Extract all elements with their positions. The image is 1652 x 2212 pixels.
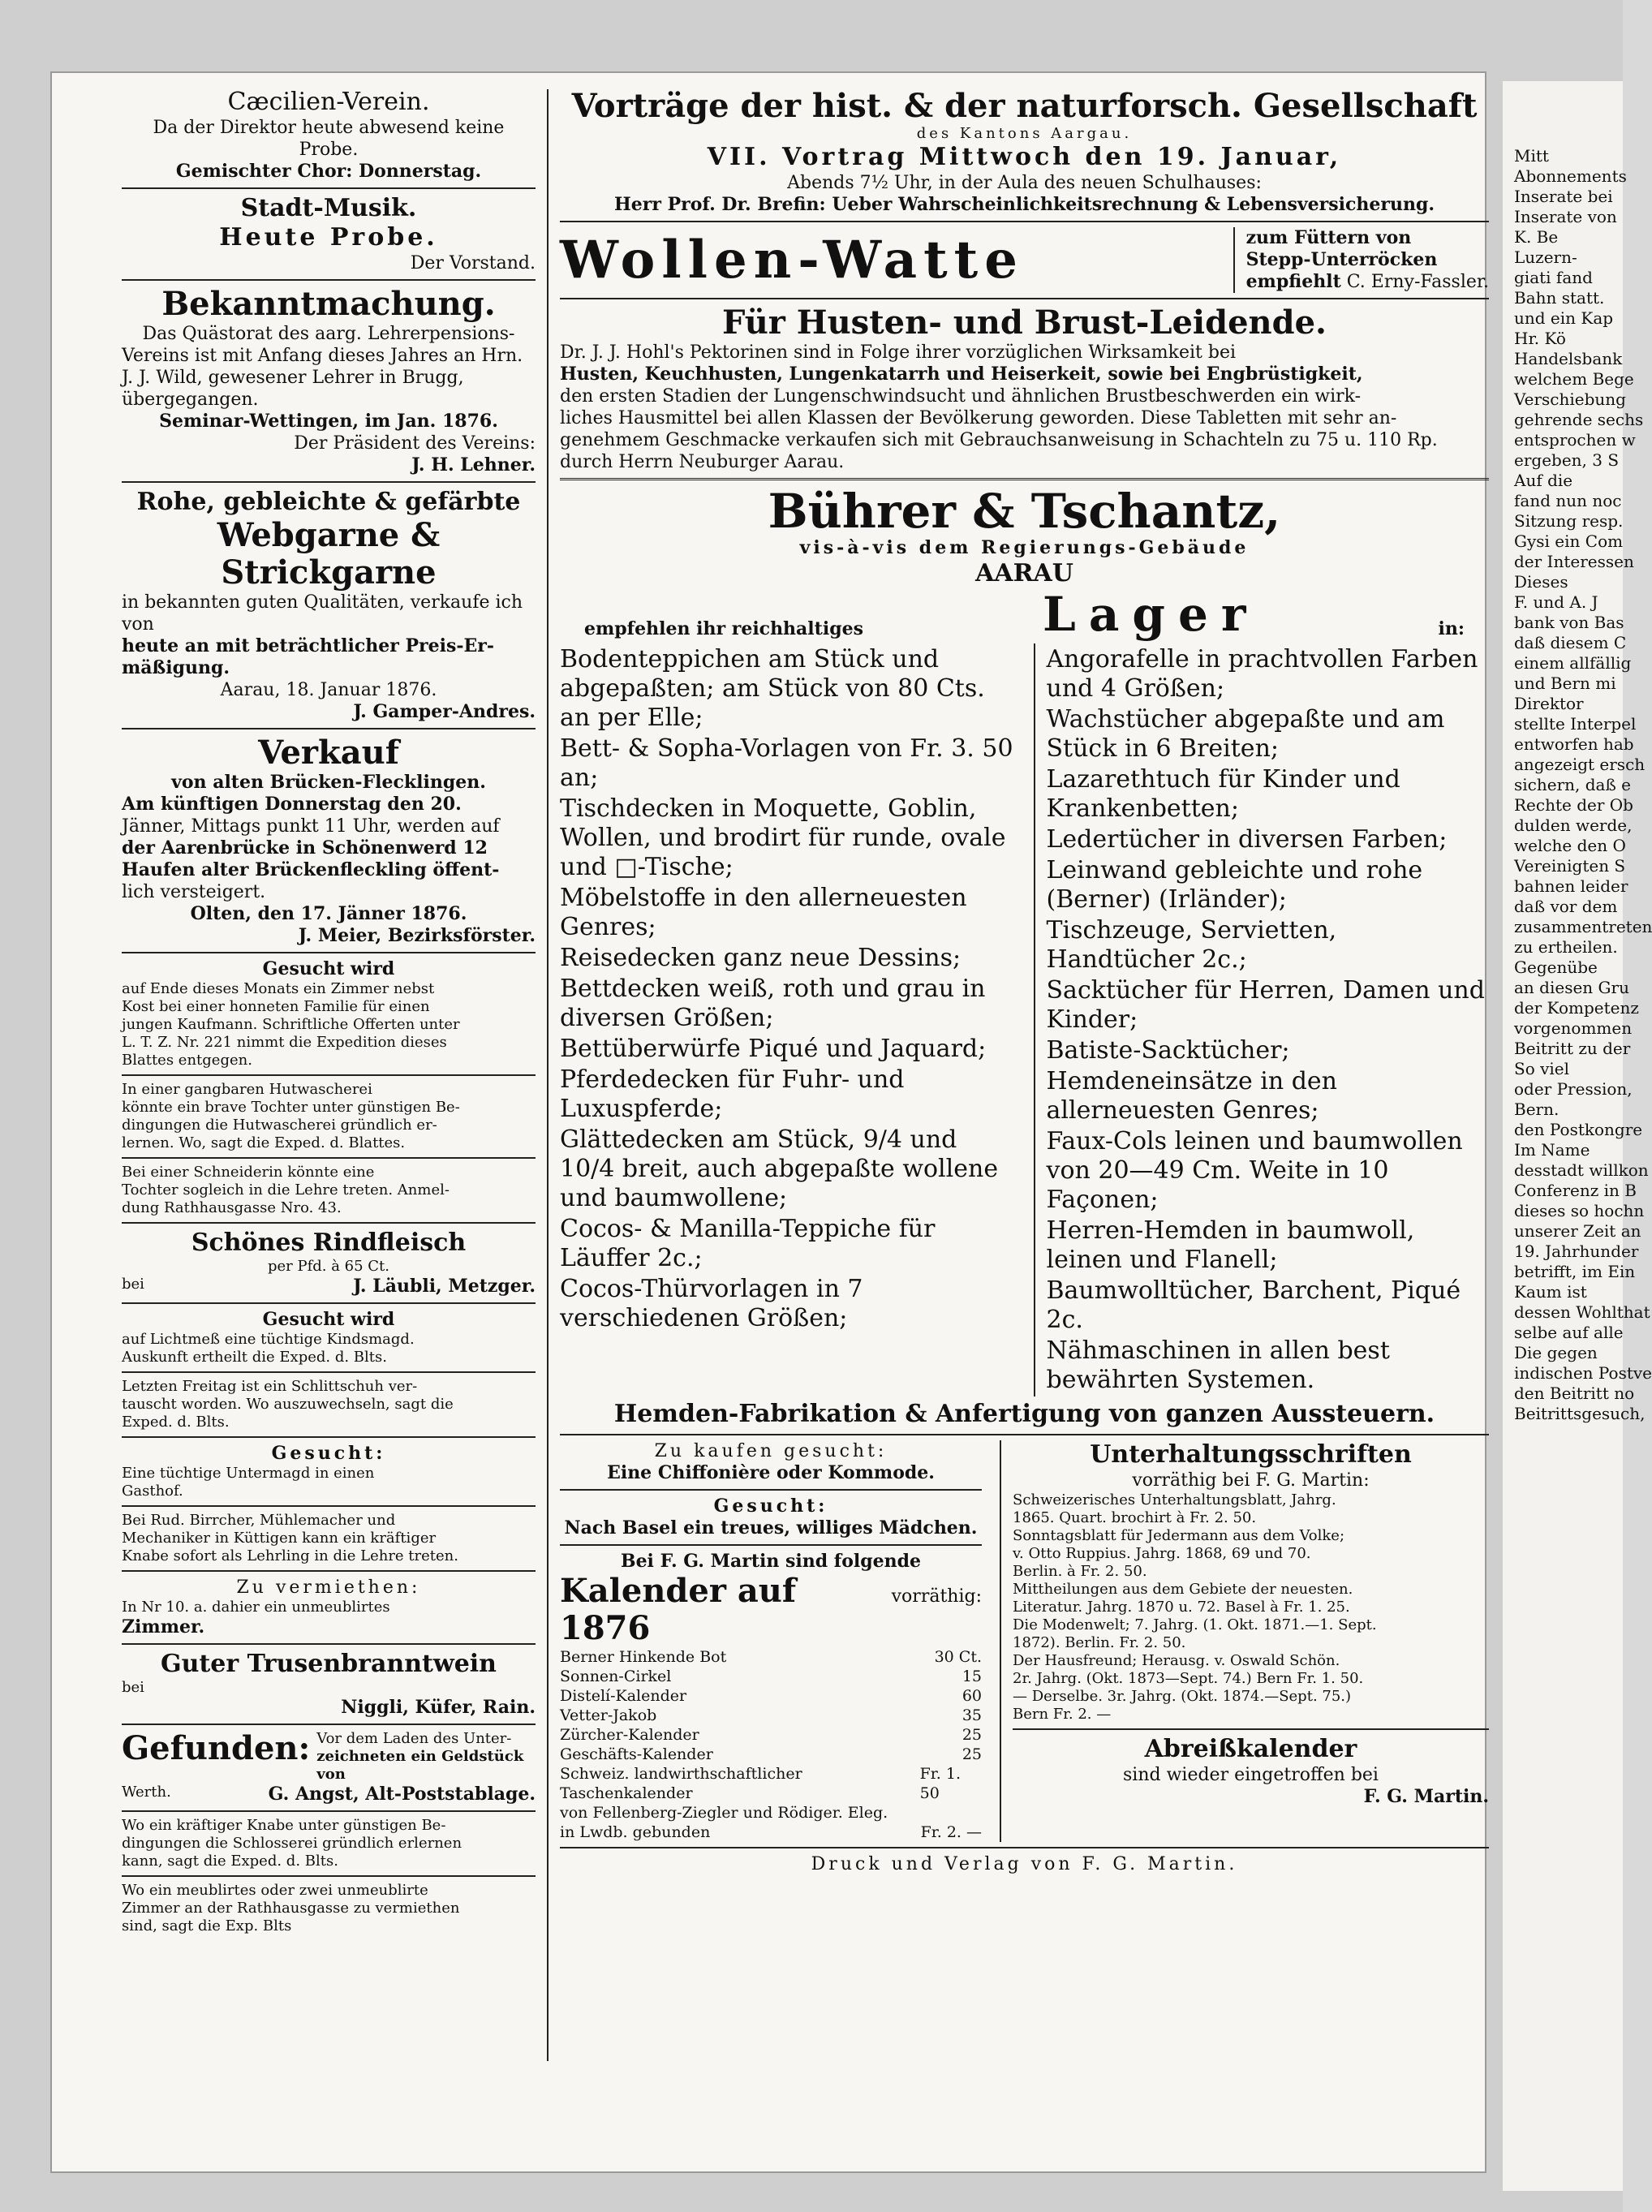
adjacent-page-line: Verschiebung bbox=[1514, 389, 1626, 409]
adjacent-page-line: zu ertheilen. bbox=[1514, 937, 1618, 957]
adjacent-page-line: angezeigt ersch bbox=[1514, 755, 1646, 774]
ad-untermagd: Gesucht: Eine tüchtige Untermagd in einen Gasthof. bbox=[122, 1443, 386, 1500]
ad-stadtmusik: Stadt-Musik. Heute Probe. Der Vorstand. bbox=[219, 194, 536, 273]
kalender-list bbox=[560, 1647, 982, 1842]
divider bbox=[560, 1847, 1489, 1848]
adjacent-page-line: Im Name bbox=[1514, 1140, 1590, 1160]
divider bbox=[122, 481, 536, 483]
kalender-name: von Fellenberg-Ziegler und Rödiger. Eleg. bbox=[560, 1804, 888, 1822]
book-line: 2r. Jahrg. (Okt. 1873—Sept. 74.) Bern Fr. 1. 50. bbox=[1013, 1670, 1364, 1687]
ad-schneiderin: Bei einer Schneiderin könnte eine Tochter sogleich in die Lehre treten. Anmel- dung Rathhausgasse Nro. 43. bbox=[122, 1164, 450, 1216]
divider bbox=[122, 279, 536, 281]
adjacent-page-line: bank von Bas bbox=[1514, 613, 1624, 632]
adjacent-page-line: sichern, daß e bbox=[1514, 775, 1632, 794]
adjacent-page-line: dulden werde, bbox=[1514, 816, 1633, 835]
lager-item: Herren-Hemden in baumwoll, leinen und Flanell; bbox=[1046, 1216, 1415, 1274]
lager-item: Sacktücher für Herren, Damen und Kinder; bbox=[1046, 976, 1485, 1034]
lager-item: Bettüberwürfe Piqué und Jaquard; bbox=[560, 1035, 987, 1063]
adjacent-page-line: gehrende sechs bbox=[1514, 410, 1644, 429]
lager-item: Cocos- & Manilla-Teppiche für Läuffer 2c.; bbox=[560, 1215, 936, 1272]
lager-item: Bodenteppichen am Stück und abgepaßten; am Stück von 80 Cts. an per Elle; bbox=[560, 645, 985, 732]
lager-list-right bbox=[1034, 643, 1490, 1396]
adjacent-page-line: 19. Jahrhunder bbox=[1514, 1242, 1639, 1261]
divider bbox=[560, 478, 1489, 480]
ad-schlosserei: Wo ein kräftiger Knabe unter günstigen Be- dingungen die Schlosserei gründlich erlernen kann, sagt die Exped. d. Blts. bbox=[122, 1817, 462, 1870]
adjacent-page-line: Sitzung resp. bbox=[1514, 511, 1624, 531]
kalender-price: Fr. 2. — bbox=[920, 1823, 982, 1841]
book-line: 1872). Berlin. Fr. 2. 50. bbox=[1013, 1634, 1186, 1651]
book-line: Schweizerisches Unterhaltungsblatt, Jahrg. bbox=[1013, 1491, 1336, 1508]
divider bbox=[122, 1505, 536, 1507]
kalender-item bbox=[560, 1667, 982, 1686]
adjacent-page-line: Gegenübe bbox=[1514, 958, 1598, 977]
left-column: Cæcilien-Verein. Da der Direktor heute abwesend keine Probe. Gemischter Chor: Donnerstag. Stadt-Musik. Heute Probe. Der Vorstand. Bekanntmachung. Das Quästorat des aarg. Lehrerpensions- Vereins ist mit Anfang dieses Jahres an Hrn. J. J. Wild, gewesener Lehrer in Brugg, übergegangen. Seminar-Wettingen, im Jan. 1876. Der Präsident des Vereins: J. H. Lehner. Rohe, gebleichte & gefärbte Webgarne & Strickgarne in bekannten guten Qualitäten, verkaufe ich von heute an mit beträchtlicher Preis-Er- mäßigung. Aarau, 18. Januar 1876. J. Gamper-Andres. Verkauf von alten Brücken-Flecklingen. Am künftigen Donnerstag den 20. Jänner, Mittags punkt 11 Uhr, werden auf der Aarenbrücke in Schönenwerd 12 Haufen alter Brückenfleckling öffent- lich versteigert. Olten, den 17. Jänner 1876. J. Meier, Bezirksförster. Gesucht wird auf Ende dieses Monats ein Zimmer nebst Kost bei einer honneten Familie für einen jungen Kaufmann. Schriftliche Offerten unter L. T. Z. Nr. 221 nimmt die Expedition dieses Blattes entgegen. In einer gangbaren Hutwascherei könnte ein brave Tochter unter günstigen Be- dingungen die Hutwascherei gründlich er- lernen. Wo, sagt die Exped. d. Blattes. Bei einer Schneiderin könnte eine Tochter sogleich in die Lehre treten. Anmel- dung Rathhausgasse Nro. 43. Schönes Rindfleisch per Pfd. à 65 Ct. bei J. Läubli, Metzger. Gesucht wird auf Lichtmeß eine tüchtige Kindsmagd. Auskunft ertheilt die Exped. d. Blts. Letzten Freitag ist ein Schlittschuh ver- tauscht worden. Wo auszuwechseln, sagt die Exped. d. Blts. Gesucht: Eine tüchtige Untermagd in einen Gasthof. Bei Rud. Birrcher, Mühlemacher und Mechaniker in Küttigen kann ein kräftiger Knabe sofort als Lehrling in die Lehre treten. Zu vermiethen: In Nr 10. a. dahier ein unmeublirtes Zimmer. Guter Trusenbranntwein bei Niggli, Küfer, Rain. Gefunden: Vor dem Laden des Unter- zeichneten ein Geldstück von Werth. G. Angst, Alt-Poststablage. Wo ein kräftiger Knabe unter günstigen Be- dingungen die Schlosserei gründlich erlernen kann, sagt die Exped. d. Blts. Wo ein meublirtes oder zwei unmeublirte Zimmer an der Rathhausgasse zu vermiethen sind, sagt die Exp. Blts bbox=[122, 88, 536, 1934]
adjacent-page-line: K. Be bbox=[1514, 227, 1559, 247]
adjacent-page-line: Luzern- bbox=[1514, 247, 1577, 267]
ad-gefunden: Gefunden: Vor dem Laden des Unter- zeichneten ein Geldstück von bbox=[122, 1729, 524, 1783]
ad-title: Cæcilien-Verein. bbox=[227, 88, 430, 116]
divider bbox=[122, 1724, 536, 1725]
ad-bekanntmachung: Bekanntmachung. Das Quästorat des aarg. Lehrerpensions- Vereins ist mit Anfang dieses Jahres an Hrn. J. J. Wild, gewesener Lehrer in Brugg, übergegangen. Seminar-Wettingen, im Jan. 1876. Der Präsident des Vereins: J. H. Lehner. bbox=[122, 285, 536, 476]
kalender-item bbox=[560, 1647, 982, 1667]
kalender-price: 60 bbox=[962, 1687, 982, 1705]
adjacent-page-line: fand nun noc bbox=[1514, 491, 1622, 510]
book-line: Berlin. à Fr. 2. 50. bbox=[1013, 1563, 1147, 1580]
lager-list-left bbox=[560, 643, 1016, 1396]
divider bbox=[1013, 1728, 1489, 1730]
kalender-price: Fr. 1. 50 bbox=[919, 1765, 962, 1802]
lager-item: Ledertücher in diversen Farben; bbox=[1046, 825, 1448, 854]
adjacent-page-line: der Kompetenz bbox=[1514, 998, 1639, 1018]
kalender-price: 30 Ct. bbox=[934, 1648, 982, 1666]
kalender-item bbox=[560, 1764, 982, 1803]
ad-gesucht-zimmer: Gesucht wird auf Ende dieses Monats ein Zimmer nebst Kost bei einer honneten Familie für einen jungen Kaufmann. Schriftliche Offerten unter L. T. Z. Nr. 221 nimmt die Expedition dieses Blattes entgegen. bbox=[122, 958, 460, 1069]
adjacent-page-line: den Beitritt no bbox=[1514, 1384, 1635, 1403]
ad-caecilien: Cæcilien-Verein. Da der Direktor heute abwesend keine Probe. Gemischter Chor: Donnerstag. bbox=[122, 88, 536, 183]
ad-hutwascherei: In einer gangbaren Hutwascherei könnte ein brave Tochter unter günstigen Be- dingungen die Hutwascherei gründlich er- lernen. Wo, sagt die Exped. d. Blattes. bbox=[122, 1081, 460, 1151]
adjacent-page-line: So viel bbox=[1514, 1059, 1570, 1078]
adjacent-page bbox=[1503, 81, 1652, 2191]
adjacent-page-line: Dieses bbox=[1514, 572, 1568, 592]
adjacent-page-line: Inserate von bbox=[1514, 207, 1617, 226]
adjacent-page-line: Beitritt zu der bbox=[1514, 1039, 1631, 1058]
adjacent-page-line: Kaum ist bbox=[1514, 1282, 1587, 1302]
adjacent-page-line: bahnen leider bbox=[1514, 876, 1628, 896]
lager-item: Glättedecken am Stück, 9/4 und 10/4 breit, auch abgepaßte wollene und baumwollene; bbox=[560, 1125, 999, 1212]
lager-item: Leinwand gebleichte und rohe (Berner) (Irländer); bbox=[1046, 856, 1423, 914]
adjacent-page-line: Beitrittsgesuch, bbox=[1514, 1404, 1646, 1423]
adjacent-page-line: zusammentreten bbox=[1514, 917, 1652, 936]
ad-rindfleisch: Schönes Rindfleisch per Pfd. à 65 Ct. bei J. Läubli, Metzger. bbox=[122, 1229, 536, 1297]
adjacent-page-line: und ein Kap bbox=[1514, 308, 1614, 328]
book-line: v. Otto Ruppius. Jahrg. 1868, 69 und 70. bbox=[1013, 1545, 1311, 1562]
divider bbox=[560, 221, 1489, 222]
book-line: Literatur. Jahrg. 1870 u. 72. Basel à Fr. 1. 25. bbox=[1013, 1599, 1350, 1616]
adjacent-page-line: Direktor bbox=[1514, 694, 1584, 713]
divider bbox=[122, 728, 536, 729]
kalender-item bbox=[560, 1823, 982, 1842]
adjacent-page-line: entworfen hab bbox=[1514, 734, 1634, 754]
book-line: Sonntagsblatt für Jedermann aus dem Volke; bbox=[1013, 1527, 1345, 1544]
kalender-name: Distelí-Kalender bbox=[560, 1687, 687, 1705]
divider bbox=[122, 1371, 536, 1373]
divider bbox=[122, 1302, 536, 1304]
adjacent-page-line: dessen Wohlthat bbox=[1514, 1302, 1650, 1322]
lager-item: Batiste-Sacktücher; bbox=[1046, 1036, 1290, 1065]
middle-column bbox=[560, 88, 1489, 1875]
book-line: Mittheilungen aus dem Gebiete der neuesten. bbox=[1013, 1581, 1353, 1598]
lager-item: Bett- & Sopha-Vorlagen von Fr. 3. 50 an; bbox=[560, 734, 1013, 792]
imprint: Druck und Verlag von F. G. Martin. bbox=[811, 1854, 1238, 1874]
lager-item: Lazarethtuch für Kinder und Krankenbetten; bbox=[1046, 765, 1400, 823]
divider bbox=[560, 1489, 982, 1491]
ad-vortraege: Vorträge der hist. & der naturforsch. Gesellschaft des Kantons Aargau. VII. Vortrag Mittwoch den 19. Januar, Abends 7½ Uhr, in der Aula des neuen Schulhauses: Herr Prof. Dr. Brefin: Ueber Wahrscheinlichkeitsrechnung & Lebensversicherung. bbox=[571, 87, 1478, 215]
adjacent-page-line: Bahn statt. bbox=[1514, 288, 1605, 308]
ad-vermiethen: Zu vermiethen: In Nr 10. a. dahier ein unmeublirtes Zimmer. bbox=[122, 1577, 421, 1637]
kalender-price: 35 bbox=[962, 1706, 982, 1724]
kalender-price: 25 bbox=[962, 1745, 982, 1763]
column-rule bbox=[547, 89, 549, 2061]
adjacent-page-line: Mitt bbox=[1514, 146, 1549, 166]
divider bbox=[122, 1643, 536, 1645]
adjacent-page-line: betrifft, im Ein bbox=[1514, 1262, 1636, 1281]
lager-item: Pferdedecken für Fuhr- und Luxuspferde; bbox=[560, 1065, 905, 1123]
adjacent-page-line: Die gegen bbox=[1514, 1343, 1598, 1362]
divider bbox=[122, 1875, 536, 1877]
adjacent-page-line: welchem Bege bbox=[1514, 369, 1634, 389]
lager-item: Möbelstoffe in den allerneuesten Genres; bbox=[560, 884, 967, 941]
kalender-item bbox=[560, 1745, 982, 1764]
lager-item: Cocos-Thürvorlagen in 7 verschiedenen Größen; bbox=[560, 1275, 863, 1332]
adjacent-page-line: daß vor dem bbox=[1514, 897, 1618, 916]
adjacent-page-line: daß diesem C bbox=[1514, 633, 1627, 652]
adjacent-page-line: den Postkongre bbox=[1514, 1120, 1643, 1139]
adjacent-page-line: Vereinigten S bbox=[1514, 856, 1626, 876]
ad-kindsmagd: Gesucht wird auf Lichtmeß eine tüchtige Kindsmagd. Auskunft ertheilt die Exped. d. Blts. bbox=[122, 1309, 415, 1366]
divider bbox=[560, 1434, 1489, 1435]
ad-wollen-watte: Wollen-Watte zum Füttern von Stepp-Unterröcken empfiehlt C. Erny-Fassler. bbox=[560, 227, 1489, 292]
adjacent-page-line: ergeben, 3 S bbox=[1514, 450, 1620, 470]
adjacent-page-line: desstadt willkon bbox=[1514, 1160, 1649, 1180]
adjacent-page-line: an diesen Gru bbox=[1514, 978, 1629, 997]
adjacent-page-line: F. und A. J bbox=[1514, 592, 1598, 612]
unterhaltung-list bbox=[1013, 1491, 1489, 1724]
adjacent-page-line: oder Pression, bbox=[1514, 1079, 1633, 1099]
ad-webgarne: Rohe, gebleichte & gefärbte Webgarne & Strickgarne in bekannten guten Qualitäten, verkaufe ich von heute an mit beträchtlicher Preis-Er- mäßigung. Aarau, 18. Januar 1876. J. Gamper-Andres. bbox=[122, 488, 536, 722]
adjacent-page-line: Auf die bbox=[1514, 471, 1573, 490]
kalender-item bbox=[560, 1803, 982, 1823]
adjacent-page-line: vorgenommen bbox=[1514, 1018, 1633, 1038]
divider bbox=[560, 298, 1489, 299]
adjacent-page-line: Handelsbank bbox=[1514, 349, 1623, 368]
divider bbox=[122, 1157, 536, 1159]
adjacent-page-line: Gysi ein Com bbox=[1514, 531, 1624, 551]
ad-husten: Für Husten- und Brust-Leidende. Dr. J. J. Hohl's Pektorinen sind in Folge ihrer vorzüglichen Wirksamkeit bei Husten, Keuchhusten, Lungenkatarrh und Heiserkeit, sowie bei Engbrüstigkeit, den ersten Stadien der Lungenschwindsucht und ähnlichen Brustbeschwerden ein wirk- liches Hausmittel bei allen Klassen der Bevölkerung geworden. Diese Tabletten mit sehr an- genehmem Geschmacke verkaufen sich mit Gebrauchsanweisung in Schachteln zu 75 u. 110 Rp. durch Herrn Neuburger Aarau. bbox=[560, 303, 1438, 472]
lager-item: Reisedecken ganz neue Dessins; bbox=[560, 944, 962, 972]
ad-verkauf: Verkauf von alten Brücken-Flecklingen. Am künftigen Donnerstag den 20. Jänner, Mittags punkt 11 Uhr, werden auf der Aarenbrücke in Schönenwerd 12 Haufen alter Brückenfleckling öffent- lich versteigert. Olten, den 17. Jänner 1876. J. Meier, Bezirksförster. bbox=[122, 734, 536, 946]
divider bbox=[560, 1544, 982, 1546]
ads-bottom-left: Zu kaufen gesucht: Eine Chiffonière oder Kommode. Gesucht: Nach Basel ein treues, williges Mädchen. Bei F. G. Martin sind folgende Kalender auf 1876 vorräthig: Berner Hinkende Bot 30 Ct. Sonnen-Cirkel 15 Distelí-Kalender 60 Vetter-Jakob 35 Zürcher-Kalender 25 Geschäfts-Kalender 25 Schweiz. landwirthschaftlicher Taschenkalender Fr. 1. 50 von Fellenberg-Ziegler und Rödiger. Eleg. in Lwdb. gebunden Fr. 2. — bbox=[560, 1441, 982, 1841]
book-line: Der Hausfreund; Herausg. v. Oswald Schön. bbox=[1013, 1652, 1340, 1669]
adjacent-page-line: Abonnements bbox=[1514, 166, 1627, 186]
adjacent-page-line: Hr. Kö bbox=[1514, 329, 1566, 348]
adjacent-page-line: stellte Interpel bbox=[1514, 714, 1637, 734]
ad-zimmer: Wo ein meublirtes oder zwei unmeublirte Zimmer an der Rathhausgasse zu vermiethen sind, sagt die Exp. Blts bbox=[122, 1882, 460, 1934]
lager-item: Bettdecken weiß, roth und grau in diversen Größen; bbox=[560, 975, 986, 1032]
ads-bottom-right: Unterhaltungsschriften vorräthig bei F. G. Martin: Schweizerisches Unterhaltungsblatt, Jahrg. 1865. Quart. brochirt à Fr. 2. 50. Sonntagsblatt für Jedermann aus dem Volke; v. Otto Ruppius. Jahrg. 1868, 69 und 70. Berlin. à Fr. 2. 50. Mittheilungen aus dem Gebiete der neuesten. Literatur. Jahrg. 1870 u. 72. Basel à Fr. 1. 25. Die Modenwelt; 7. Jahrg. (1. Okt. 1871.—1. Sept. 1872). Berlin. Fr. 2. 50. Der Hausfreund; Herausg. v. Oswald Schön. 2r. Jahrg. (Okt. 1873—Sept. 74.) Bern Fr. 1. 50. — Derselbe. 3r. Jahrg. (Okt. 1874.—Sept. 75.) Bern Fr. 2. — Abreißkalender sind wieder eingetroffen bei F. G. Martin. bbox=[1000, 1440, 1489, 1842]
lager-item: Nähmaschinen in allen best bewährten Systemen. bbox=[1046, 1336, 1390, 1394]
kalender-name: Vetter-Jakob bbox=[560, 1706, 657, 1724]
kalender-name: Schweiz. landwirthschaftlicher Taschenkalender bbox=[560, 1765, 802, 1802]
adjacent-page-line: unserer Zeit an bbox=[1514, 1221, 1641, 1241]
kalender-item bbox=[560, 1686, 982, 1706]
divider bbox=[122, 1222, 536, 1224]
adjacent-page-line: und Bern mi bbox=[1514, 673, 1616, 693]
adjacent-page-line: Inserate bei bbox=[1514, 187, 1613, 206]
kalender-name: Sonnen-Cirkel bbox=[560, 1668, 672, 1685]
kalender-price: 15 bbox=[962, 1668, 982, 1685]
divider bbox=[122, 1074, 536, 1076]
kalender-name: Berner Hinkende Bot bbox=[560, 1648, 727, 1666]
ad-schlittschuh: Letzten Freitag ist ein Schlittschuh ver- tauscht worden. Wo auszuwechseln, sagt die Exped. d. Blts. bbox=[122, 1378, 454, 1431]
adjacent-page-line: der Interessen bbox=[1514, 552, 1634, 571]
ad-trusen: Guter Trusenbranntwein bei Niggli, Küfer, Rain. bbox=[122, 1650, 536, 1718]
kalender-item bbox=[560, 1706, 982, 1725]
divider bbox=[122, 1810, 536, 1812]
kalender-name: Geschäfts-Kalender bbox=[560, 1745, 713, 1763]
book-line: — Derselbe. 3r. Jahrg. (Okt. 1874.—Sept. 75.) bbox=[1013, 1688, 1352, 1705]
adjacent-page-line: selbe auf alle bbox=[1514, 1323, 1624, 1342]
lager-item: Tischdecken in Moquette, Goblin, Wollen, und brodirt für runde, ovale und □-Tische; bbox=[560, 794, 1006, 881]
adjacent-page-line: Rechte der Ob bbox=[1514, 795, 1633, 815]
adjacent-page-line: einem allfällig bbox=[1514, 653, 1632, 673]
divider bbox=[122, 1570, 536, 1572]
book-line: Bern Fr. 2. — bbox=[1013, 1706, 1112, 1723]
kalender-name: in Lwdb. gebunden bbox=[560, 1823, 711, 1841]
lager-item: Hemdeneinsätze in den allerneuesten Genres; bbox=[1046, 1067, 1337, 1125]
adjacent-page-line: dieses so hochn bbox=[1514, 1201, 1645, 1220]
kalender-item bbox=[560, 1725, 982, 1745]
ad-buehrer-tschantz: Bührer & Tschantz, vis-à-vis dem Regierungs-Gebäude AARAU empfehlen ihr reichhaltiges Lager in: Bodenteppichen am Stück und abgepaßten; am Stück von 80 Cts. an per Elle; Bett- & Sopha-Vorlagen von Fr. 3. 50 an; Tischdecken in Moquette, Goblin, Wollen, und brodirt für runde, ovale und □-Tische; Möbelstoffe in den allerneuesten Genres; Reisedecken ganz neue Dessins; Bettdecken weiß, roth und grau in diversen Größen; Bettüberwürfe Piqué und Jaquard; Pferdedecken für Fuhr- und Luxuspferde; Glättedecken am Stück, 9/4 und 10/4 breit, auch abgepaßte wollene und baumwollene; Cocos- & Manilla-Teppiche für Läuffer 2c.; Cocos-Thürvorlagen in 7 verschiedenen Größen; Angorafelle in prachtvollen Farben und 4 Größen; Wachstücher abgepaßte und am Stück in 6 Breiten; Lazarethtuch für Kinder und Krankenbetten; Ledertücher in diversen Farben; Leinwand gebleichte und rohe (Berner) (Irländer); Tischzeuge, Servietten, Handtücher 2c.; Sacktücher für Herren, Damen und Kinder; Batiste-Sacktücher; Hemdeneinsätze in den allerneuesten Genres; Faux-Cols leinen und baumwollen von 20—49 Cm. Weite in 10 Façonen; Herren-Hemden in baumwoll, leinen und Flanell; Baumwolltücher, Barchent, Piqué 2c. Nähmaschinen in allen best bewährten Systemen. Hemden-Fabrikation & Anfertigung von ganzen Aussteuern. bbox=[560, 485, 1489, 1429]
book-line: Die Modenwelt; 7. Jahrg. (1. Okt. 1871.—1. Sept. bbox=[1013, 1616, 1377, 1633]
kalender-price: 25 bbox=[962, 1726, 982, 1744]
divider bbox=[122, 952, 536, 953]
adjacent-page-line: giati fand bbox=[1514, 268, 1593, 287]
lager-item: Baumwolltücher, Barchent, Piqué 2c. bbox=[1046, 1276, 1461, 1334]
adjacent-page-line: entsprochen w bbox=[1514, 430, 1636, 450]
lager-item: Tischzeuge, Servietten, Handtücher 2c.; bbox=[1046, 916, 1337, 974]
adjacent-page-line: Conferenz in B bbox=[1514, 1181, 1637, 1200]
adjacent-page-line: indischen Postve bbox=[1514, 1363, 1652, 1383]
adjacent-page-line: Bern. bbox=[1514, 1100, 1560, 1119]
lager-item: Faux-Cols leinen und baumwollen von 20—49 Cm. Weite in 10 Façonen; bbox=[1046, 1127, 1463, 1214]
lager-item: Angorafelle in prachtvollen Farben und 4 Größen; bbox=[1046, 645, 1478, 703]
book-line: 1865. Quart. brochirt à Fr. 2. 50. bbox=[1013, 1509, 1257, 1526]
divider bbox=[122, 187, 536, 189]
divider bbox=[122, 1436, 536, 1438]
lager-item: Wachstücher abgepaßte und am Stück in 6 Breiten; bbox=[1046, 705, 1445, 763]
adjacent-page-line: welche den O bbox=[1514, 836, 1626, 855]
ad-lehrling: Bei Rud. Birrcher, Mühlemacher und Mechaniker in Küttigen kann ein kräftiger Knabe sofort als Lehrling in die Lehre treten. bbox=[122, 1512, 458, 1564]
kalender-name: Zürcher-Kalender bbox=[560, 1726, 699, 1744]
